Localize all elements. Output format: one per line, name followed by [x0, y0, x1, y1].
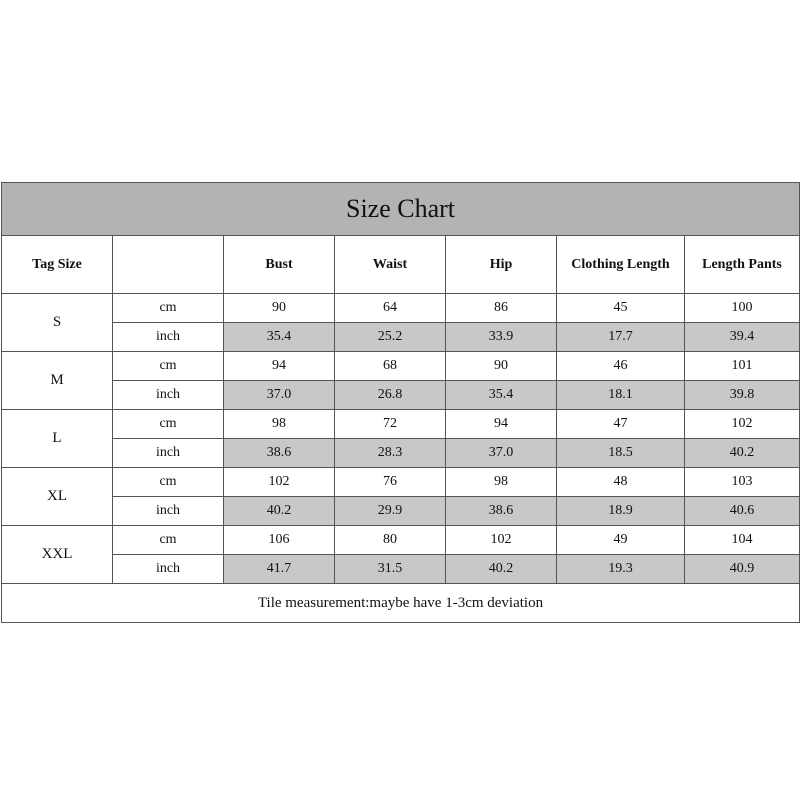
unit-cell: inch: [113, 439, 224, 468]
hip-value: 98: [446, 468, 557, 497]
hip-value: 86: [446, 294, 557, 323]
waist-value: 25.2: [335, 323, 446, 352]
length-pants-value: 40.9: [685, 555, 800, 584]
unit-cell: inch: [113, 381, 224, 410]
clothing-length-value: 18.1: [557, 381, 685, 410]
clothing-length-value: 45: [557, 294, 685, 323]
unit-cell: cm: [113, 410, 224, 439]
bust-value: 41.7: [224, 555, 335, 584]
clothing-length-value: 18.9: [557, 497, 685, 526]
length-pants-value: 40.2: [685, 439, 800, 468]
waist-value: 29.9: [335, 497, 446, 526]
length-pants-value: 103: [685, 468, 800, 497]
hip-value: 40.2: [446, 555, 557, 584]
hip-value: 90: [446, 352, 557, 381]
note-row: [2, 584, 800, 623]
clothing-length-value: 49: [557, 526, 685, 555]
waist-value: 31.5: [335, 555, 446, 584]
waist-value: 68: [335, 352, 446, 381]
unit-cell: inch: [113, 323, 224, 352]
size-row-xxl-inch: [2, 555, 800, 584]
length-pants-value: 40.6: [685, 497, 800, 526]
unit-cell: cm: [113, 352, 224, 381]
size-row-l-cm: [2, 410, 800, 439]
size-row-xl-inch: [2, 497, 800, 526]
header-length-pants: Length Pants: [685, 236, 800, 294]
header-clothing-length: Clothing Length: [557, 236, 685, 294]
header-unit: [113, 236, 224, 294]
unit-cell: cm: [113, 526, 224, 555]
hip-value: 37.0: [446, 439, 557, 468]
tag-size-cell: M: [2, 352, 113, 410]
length-pants-value: 101: [685, 352, 800, 381]
bust-value: 90: [224, 294, 335, 323]
bust-value: 40.2: [224, 497, 335, 526]
bust-value: 98: [224, 410, 335, 439]
length-pants-value: 104: [685, 526, 800, 555]
tag-size-cell: XXL: [2, 526, 113, 584]
waist-value: 76: [335, 468, 446, 497]
unit-cell: cm: [113, 468, 224, 497]
waist-value: 28.3: [335, 439, 446, 468]
size-row-s-inch: [2, 323, 800, 352]
hip-value: 33.9: [446, 323, 557, 352]
clothing-length-value: 17.7: [557, 323, 685, 352]
clothing-length-value: 19.3: [557, 555, 685, 584]
waist-value: 72: [335, 410, 446, 439]
header-waist: Waist: [335, 236, 446, 294]
header-row: [2, 236, 800, 294]
bust-value: 102: [224, 468, 335, 497]
clothing-length-value: 47: [557, 410, 685, 439]
hip-value: 94: [446, 410, 557, 439]
waist-value: 26.8: [335, 381, 446, 410]
unit-cell: inch: [113, 497, 224, 526]
header-hip: Hip: [446, 236, 557, 294]
waist-value: 64: [335, 294, 446, 323]
size-row-xxl-cm: [2, 526, 800, 555]
bust-value: 94: [224, 352, 335, 381]
waist-value: 80: [335, 526, 446, 555]
hip-value: 35.4: [446, 381, 557, 410]
length-pants-value: 39.8: [685, 381, 800, 410]
size-row-m-cm: [2, 352, 800, 381]
header-bust: Bust: [224, 236, 335, 294]
size-row-s-cm: [2, 294, 800, 323]
bust-value: 38.6: [224, 439, 335, 468]
hip-value: 38.6: [446, 497, 557, 526]
bust-value: 106: [224, 526, 335, 555]
length-pants-value: 100: [685, 294, 800, 323]
size-chart-table: [1, 182, 800, 623]
tag-size-cell: L: [2, 410, 113, 468]
length-pants-value: 39.4: [685, 323, 800, 352]
size-row-xl-cm: [2, 468, 800, 497]
clothing-length-value: 48: [557, 468, 685, 497]
bust-value: 35.4: [224, 323, 335, 352]
hip-value: 102: [446, 526, 557, 555]
unit-cell: cm: [113, 294, 224, 323]
clothing-length-value: 18.5: [557, 439, 685, 468]
length-pants-value: 102: [685, 410, 800, 439]
tag-size-cell: S: [2, 294, 113, 352]
clothing-length-value: 46: [557, 352, 685, 381]
size-row-l-inch: [2, 439, 800, 468]
bust-value: 37.0: [224, 381, 335, 410]
header-tag-size: Tag Size: [2, 236, 113, 294]
tag-size-cell: XL: [2, 468, 113, 526]
measurement-note: Tile measurement:maybe have 1-3cm deviation: [2, 584, 800, 623]
unit-cell: inch: [113, 555, 224, 584]
chart-title: Size Chart: [2, 183, 800, 236]
size-row-m-inch: [2, 381, 800, 410]
